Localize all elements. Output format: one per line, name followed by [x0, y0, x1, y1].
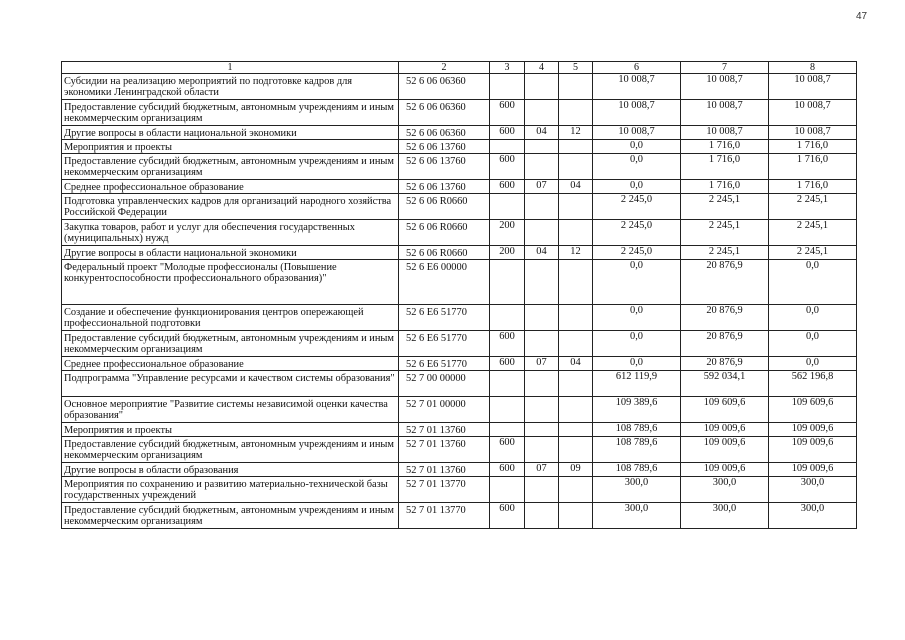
- budget-code-cell: 52 6 06 06360: [399, 74, 490, 100]
- amount-col8-cell: 109 009,6: [769, 437, 857, 463]
- section-cell: [525, 423, 559, 437]
- amount-col6-cell: 0,0: [593, 180, 681, 194]
- row-name-cell: Мероприятия и проекты: [62, 140, 399, 154]
- amount-col8-cell: 300,0: [769, 503, 857, 529]
- section-cell: 04: [525, 246, 559, 260]
- amount-col8-cell: 109 609,6: [769, 397, 857, 423]
- section-cell: [525, 220, 559, 246]
- amount-col7-cell: 1 716,0: [681, 180, 769, 194]
- row-name-cell: Создание и обеспечение функционирования центров опережающей профессиональной подготовки: [62, 305, 399, 331]
- subsection-cell: [559, 194, 593, 220]
- row-name-cell: Другие вопросы в области образования: [62, 463, 399, 477]
- subsection-cell: [559, 100, 593, 126]
- subsection-cell: [559, 371, 593, 397]
- amount-col7-cell: 10 008,7: [681, 126, 769, 140]
- section-cell: [525, 331, 559, 357]
- budget-code-cell: 52 7 01 13770: [399, 503, 490, 529]
- subsection-cell: 12: [559, 126, 593, 140]
- row-name-cell: Предоставление субсидий бюджетным, автономным учреждениям и иным некоммерческим организациям: [62, 437, 399, 463]
- budget-code-cell: 52 7 01 13760: [399, 423, 490, 437]
- amount-col7-cell: 300,0: [681, 503, 769, 529]
- amount-col8-cell: 0,0: [769, 357, 857, 371]
- amount-col6-cell: 2 245,0: [593, 246, 681, 260]
- amount-col6-cell: 0,0: [593, 140, 681, 154]
- amount-col8-cell: 10 008,7: [769, 74, 857, 100]
- table-row: [62, 126, 857, 140]
- subsection-cell: [559, 220, 593, 246]
- row-name-cell: Подпрограмма "Управление ресурсами и качеством системы образования": [62, 371, 399, 397]
- section-cell: [525, 194, 559, 220]
- subsection-cell: [559, 154, 593, 180]
- page-number: 47: [856, 11, 868, 22]
- amount-col6-cell: 10 008,7: [593, 126, 681, 140]
- row-name-cell: Предоставление субсидий бюджетным, автономным учреждениям и иным некоммерческим организациям: [62, 100, 399, 126]
- expense-type-cell: 600: [490, 357, 525, 371]
- amount-col6-cell: 300,0: [593, 477, 681, 503]
- expense-type-cell: [490, 397, 525, 423]
- section-cell: [525, 140, 559, 154]
- subsection-cell: 04: [559, 357, 593, 371]
- amount-col7-cell: 1 716,0: [681, 140, 769, 154]
- section-cell: [525, 371, 559, 397]
- expense-type-cell: [490, 371, 525, 397]
- amount-col6-cell: 0,0: [593, 305, 681, 331]
- section-cell: [525, 477, 559, 503]
- expense-type-cell: [490, 260, 525, 305]
- section-cell: [525, 305, 559, 331]
- expense-type-cell: [490, 74, 525, 100]
- amount-col6-cell: 108 789,6: [593, 423, 681, 437]
- budget-code-cell: 52 6 06 13760: [399, 140, 490, 154]
- amount-col7-cell: 1 716,0: [681, 154, 769, 180]
- row-name-cell: Другие вопросы в области национальной экономики: [62, 246, 399, 260]
- budget-code-cell: 52 6 E6 51770: [399, 305, 490, 331]
- section-cell: [525, 154, 559, 180]
- amount-col6-cell: 2 245,0: [593, 220, 681, 246]
- amount-col7-cell: 2 245,1: [681, 220, 769, 246]
- row-name-cell: Среднее профессиональное образование: [62, 357, 399, 371]
- subsection-cell: [559, 477, 593, 503]
- section-cell: [525, 503, 559, 529]
- amount-col7-cell: 2 245,1: [681, 246, 769, 260]
- subsection-cell: [559, 423, 593, 437]
- header-cell: 5: [559, 62, 593, 74]
- budget-code-cell: 52 6 E6 51770: [399, 357, 490, 371]
- amount-col6-cell: 0,0: [593, 331, 681, 357]
- expense-type-cell: [490, 423, 525, 437]
- table-row: [62, 74, 857, 100]
- header-cell: 8: [769, 62, 857, 74]
- expense-type-cell: 600: [490, 463, 525, 477]
- expense-type-cell: 600: [490, 154, 525, 180]
- expense-type-cell: [490, 140, 525, 154]
- amount-col8-cell: 2 245,1: [769, 246, 857, 260]
- section-cell: [525, 74, 559, 100]
- budget-code-cell: 52 7 00 00000: [399, 371, 490, 397]
- amount-col8-cell: 0,0: [769, 305, 857, 331]
- amount-col8-cell: 2 245,1: [769, 194, 857, 220]
- expense-type-cell: 600: [490, 126, 525, 140]
- table-row: [62, 260, 857, 305]
- subsection-cell: [559, 503, 593, 529]
- amount-col8-cell: 109 009,6: [769, 423, 857, 437]
- header-cell: 7: [681, 62, 769, 74]
- table-row: [62, 140, 857, 154]
- amount-col8-cell: 10 008,7: [769, 126, 857, 140]
- amount-col7-cell: 109 009,6: [681, 437, 769, 463]
- table-row: [62, 194, 857, 220]
- amount-col7-cell: 2 245,1: [681, 194, 769, 220]
- budget-code-cell: 52 6 06 R0660: [399, 194, 490, 220]
- table-row: [62, 180, 857, 194]
- amount-col8-cell: 10 008,7: [769, 100, 857, 126]
- amount-col6-cell: 612 119,9: [593, 371, 681, 397]
- budget-code-cell: 52 7 01 13770: [399, 477, 490, 503]
- header-cell: 4: [525, 62, 559, 74]
- amount-col8-cell: 1 716,0: [769, 140, 857, 154]
- amount-col6-cell: 10 008,7: [593, 74, 681, 100]
- amount-col7-cell: 592 034,1: [681, 371, 769, 397]
- budget-code-cell: 52 7 01 13760: [399, 463, 490, 477]
- table-row: [62, 477, 857, 503]
- expense-type-cell: 600: [490, 437, 525, 463]
- row-name-cell: Мероприятия по сохранению и развитию материально-технической базы государственных учреждений: [62, 477, 399, 503]
- section-cell: [525, 437, 559, 463]
- subsection-cell: [559, 140, 593, 154]
- budget-code-cell: 52 6 06 13760: [399, 180, 490, 194]
- row-name-cell: Мероприятия и проекты: [62, 423, 399, 437]
- table-row: [62, 437, 857, 463]
- row-name-cell: Другие вопросы в области национальной экономики: [62, 126, 399, 140]
- table-row: [62, 463, 857, 477]
- table-row: [62, 423, 857, 437]
- header-cell: 1: [62, 62, 399, 74]
- table-row: [62, 305, 857, 331]
- table-row: [62, 357, 857, 371]
- amount-col6-cell: 300,0: [593, 503, 681, 529]
- expense-type-cell: [490, 194, 525, 220]
- subsection-cell: [559, 397, 593, 423]
- expense-type-cell: 600: [490, 331, 525, 357]
- row-name-cell: Среднее профессиональное образование: [62, 180, 399, 194]
- budget-code-cell: 52 7 01 00000: [399, 397, 490, 423]
- budget-code-cell: 52 6 E6 51770: [399, 331, 490, 357]
- expense-type-cell: 200: [490, 220, 525, 246]
- section-cell: 07: [525, 463, 559, 477]
- amount-col7-cell: 10 008,7: [681, 100, 769, 126]
- budget-code-cell: 52 6 E6 00000: [399, 260, 490, 305]
- section-cell: 07: [525, 180, 559, 194]
- expense-type-cell: 600: [490, 100, 525, 126]
- amount-col7-cell: 109 609,6: [681, 397, 769, 423]
- amount-col6-cell: 108 789,6: [593, 437, 681, 463]
- amount-col8-cell: 0,0: [769, 260, 857, 305]
- expense-type-cell: 600: [490, 180, 525, 194]
- header-cell: 6: [593, 62, 681, 74]
- table-row: [62, 100, 857, 126]
- subsection-cell: [559, 260, 593, 305]
- amount-col6-cell: 109 389,6: [593, 397, 681, 423]
- budget-table: [61, 61, 857, 529]
- table-row: [62, 331, 857, 357]
- amount-col8-cell: 562 196,8: [769, 371, 857, 397]
- amount-col8-cell: 1 716,0: [769, 180, 857, 194]
- amount-col6-cell: 10 008,7: [593, 100, 681, 126]
- amount-col8-cell: 2 245,1: [769, 220, 857, 246]
- subsection-cell: 09: [559, 463, 593, 477]
- table-row: [62, 503, 857, 529]
- subsection-cell: [559, 437, 593, 463]
- amount-col8-cell: 109 009,6: [769, 463, 857, 477]
- amount-col7-cell: 20 876,9: [681, 260, 769, 305]
- subsection-cell: 12: [559, 246, 593, 260]
- amount-col7-cell: 20 876,9: [681, 305, 769, 331]
- amount-col6-cell: 108 789,6: [593, 463, 681, 477]
- expense-type-cell: [490, 305, 525, 331]
- section-cell: 04: [525, 126, 559, 140]
- row-name-cell: Предоставление субсидий бюджетным, автономным учреждениям и иным некоммерческим организациям: [62, 331, 399, 357]
- amount-col6-cell: 0,0: [593, 357, 681, 371]
- subsection-cell: [559, 74, 593, 100]
- amount-col7-cell: 10 008,7: [681, 74, 769, 100]
- budget-code-cell: 52 7 01 13760: [399, 437, 490, 463]
- budget-code-cell: 52 6 06 13760: [399, 154, 490, 180]
- expense-type-cell: 200: [490, 246, 525, 260]
- table-row: [62, 154, 857, 180]
- subsection-cell: 04: [559, 180, 593, 194]
- section-cell: [525, 260, 559, 305]
- expense-type-cell: [490, 477, 525, 503]
- table-row: [62, 371, 857, 397]
- table-row: [62, 246, 857, 260]
- row-name-cell: Предоставление субсидий бюджетным, автономным учреждениям и иным некоммерческим организациям: [62, 154, 399, 180]
- row-name-cell: Предоставление субсидий бюджетным, автономным учреждениям и иным некоммерческим организациям: [62, 503, 399, 529]
- section-cell: [525, 397, 559, 423]
- subsection-cell: [559, 305, 593, 331]
- amount-col6-cell: 2 245,0: [593, 194, 681, 220]
- amount-col7-cell: 109 009,6: [681, 423, 769, 437]
- budget-code-cell: 52 6 06 R0660: [399, 220, 490, 246]
- budget-code-cell: 52 6 06 06360: [399, 126, 490, 140]
- row-name-cell: Подготовка управленческих кадров для организаций народного хозяйства Российской Федерации: [62, 194, 399, 220]
- row-name-cell: Субсидии на реализацию мероприятий по подготовке кадров для экономики Ленинградской области: [62, 74, 399, 100]
- amount-col7-cell: 109 009,6: [681, 463, 769, 477]
- budget-code-cell: 52 6 06 06360: [399, 100, 490, 126]
- section-cell: [525, 100, 559, 126]
- budget-code-cell: 52 6 06 R0660: [399, 246, 490, 260]
- table-header-row: [62, 62, 857, 74]
- amount-col7-cell: 300,0: [681, 477, 769, 503]
- section-cell: 07: [525, 357, 559, 371]
- amount-col8-cell: 0,0: [769, 331, 857, 357]
- amount-col8-cell: 300,0: [769, 477, 857, 503]
- header-cell: 3: [490, 62, 525, 74]
- row-name-cell: Закупка товаров, работ и услуг для обеспечения государственных (муниципальных) нужд: [62, 220, 399, 246]
- row-name-cell: Федеральный проект "Молодые профессионалы (Повышение конкурентоспособности профессионального образования)": [62, 260, 399, 305]
- table-row: [62, 220, 857, 246]
- header-cell: 2: [399, 62, 490, 74]
- expense-type-cell: 600: [490, 503, 525, 529]
- table-row: [62, 397, 857, 423]
- amount-col7-cell: 20 876,9: [681, 331, 769, 357]
- amount-col6-cell: 0,0: [593, 154, 681, 180]
- amount-col7-cell: 20 876,9: [681, 357, 769, 371]
- amount-col6-cell: 0,0: [593, 260, 681, 305]
- amount-col8-cell: 1 716,0: [769, 154, 857, 180]
- subsection-cell: [559, 331, 593, 357]
- row-name-cell: Основное мероприятие "Развитие системы независимой оценки качества образования": [62, 397, 399, 423]
